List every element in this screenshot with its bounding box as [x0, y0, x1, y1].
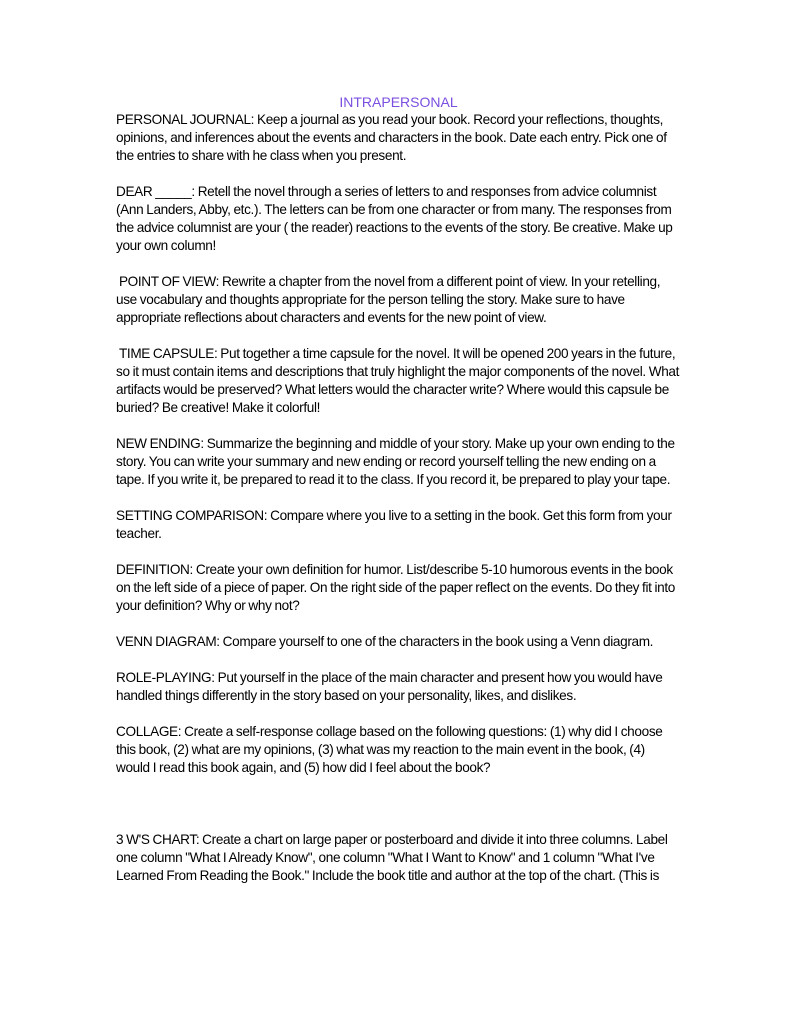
paragraph-new-ending: NEW ENDING: Summarize the beginning and middle of your story. Make up your own ending to the story. You can write your summary and new ending or record yourself telling the new ending on a tape. If you write it, be prepared to read it to the class. If you record it, be prepared to play your tape. — [116, 436, 675, 487]
section-heading: INTRAPERSONAL — [339, 94, 458, 110]
paragraph-venn-diagram: VENN DIAGRAM: Compare yourself to one of the characters in the book using a Venn diagram. — [116, 634, 654, 649]
paragraph-collage: COLLAGE: Create a self-response collage based on the following questions: (1) why did I choose this book, (2) what are my opinions, (3) what was my reaction to the main event in the book, (4) would I read this book again, and (5) how did I feel about the book? — [116, 724, 663, 775]
paragraph-3ws-chart: 3 W'S CHART: Create a chart on large paper or posterboard and divide it into three columns. Label one column "What I Already Know", one column "What I Want to Know" and 1 column "What I've Learned From Reading the Book." Include the book title and author at the top of the chart. (This is — [116, 832, 668, 883]
spacer — [116, 255, 681, 273]
spacer — [116, 777, 681, 831]
paragraph-dear: DEAR _____: Retell the novel through a series of letters to and responses from advice columnist (Ann Landers, Abby, etc.). The letters can be from one character or from many. The responses from the advice columnist are your ( the reader) reactions to the events of the story. Be creative. Make up your own column! — [116, 184, 673, 253]
spacer — [116, 615, 681, 633]
paragraph-point-of-view: POINT OF VIEW: Rewrite a chapter from the novel from a different point of view. In your retelling, use vocabulary and thoughts appropriate for the person telling the story. Make sure to have appropriate reflections about characters and events for the new point of view. — [116, 274, 664, 325]
paragraph-time-capsule: TIME CAPSULE: Put together a time capsule for the novel. It will be opened 200 years in the future, so it must contain items and descriptions that truly highlight the major components of the novel. What artifacts would be preserved? What letters would the character write? Where would this capsule be buried? Be creative! Make it colorful! — [116, 346, 682, 415]
spacer — [116, 165, 681, 183]
spacer — [116, 705, 681, 723]
spacer — [116, 651, 681, 669]
spacer — [116, 543, 681, 561]
paragraph-role-playing: ROLE-PLAYING: Put yourself in the place of the main character and present how you would have handled things differently in the story based on your personality, likes, and dislikes. — [116, 670, 663, 703]
paragraph-definition: DEFINITION: Create your own definition for humor. List/describe 5-10 humorous events in the book on the left side of a piece of paper. On the right side of the paper reflect on the events. Do they fit into your definition? Why or why not? — [116, 562, 676, 613]
paragraph-setting-comparison: SETTING COMPARISON: Compare where you live to a setting in the book. Get this form from your teacher. — [116, 508, 672, 541]
spacer — [116, 327, 681, 345]
paragraph-personal-journal: PERSONAL JOURNAL: Keep a journal as you read your book. Record your reflections, thoughts, opinions, and inferences about the events and characters in the book. Date each entry. Pick one of the entries to share with he class when you present. — [116, 112, 667, 163]
document-page — [116, 93, 681, 885]
spacer — [116, 489, 681, 507]
spacer — [116, 417, 681, 435]
